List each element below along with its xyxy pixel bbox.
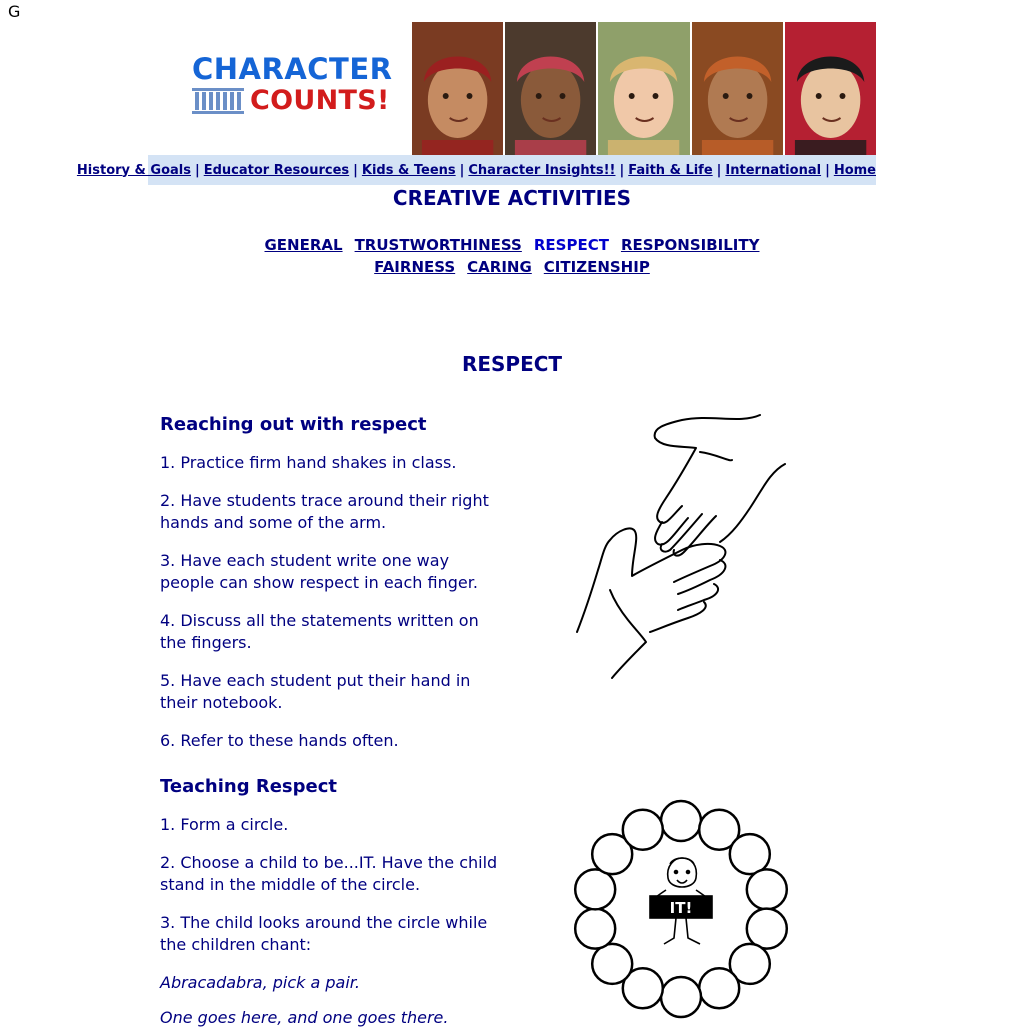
logo-line2: COUNTS! xyxy=(250,85,390,116)
handshake-hands-illustration xyxy=(570,410,792,686)
nav-link-educator-resources[interactable]: Educator Resources xyxy=(203,162,350,178)
nav-link-faith-life[interactable]: Faith & Life xyxy=(628,162,713,178)
circle-child-11 xyxy=(575,909,615,949)
activity1-step-1: 1. Practice firm hand shakes in class. xyxy=(160,453,457,472)
circle-game-illustration xyxy=(570,798,792,1020)
nav-separator: | xyxy=(716,162,722,178)
activity2-step-1: 1. Form a circle. xyxy=(160,815,289,834)
pillars-icon xyxy=(190,86,246,116)
circle-child-1 xyxy=(661,801,701,841)
corner-glyph: G xyxy=(8,2,21,21)
activity1-heading: Reaching out with respect xyxy=(160,414,427,435)
it-sign-text: IT! xyxy=(669,899,693,917)
top-navigation xyxy=(76,155,876,185)
circle-child-4 xyxy=(747,869,787,909)
activity1-step-4: 4. Discuss all the statements written on the fingers. xyxy=(160,611,479,652)
circle-child-5 xyxy=(747,909,787,949)
activity2-chant-line-1: Abracadabra, pick a pair. xyxy=(160,973,360,992)
category-link-respect[interactable]: RESPECT xyxy=(533,236,609,254)
activity-teaching-respect xyxy=(160,776,500,1029)
nav-link-home[interactable]: Home xyxy=(833,162,876,178)
activity2-chant-line-2: One goes here, and one goes there. xyxy=(160,1008,449,1027)
activity1-step-3: 3. Have each student write one way people can show respect in each finger. xyxy=(160,551,478,592)
nav-link-international[interactable]: International xyxy=(725,162,822,178)
activity2-step-2: 2. Choose a child to be...IT. Have the child stand in the middle of the circle. xyxy=(160,853,498,894)
category-link-general[interactable]: GENERAL xyxy=(264,236,343,254)
activity1-step-5: 5. Have each student put their hand in their notebook. xyxy=(160,671,471,712)
activity2-heading: Teaching Respect xyxy=(160,776,338,797)
circle-child-12 xyxy=(575,869,615,909)
nav-separator: | xyxy=(353,162,358,178)
photo-child-4 xyxy=(692,22,783,155)
category-link-fairness[interactable]: FAIRNESS xyxy=(374,258,456,276)
section-title: RESPECT xyxy=(461,352,563,376)
circle-child-8 xyxy=(661,977,701,1017)
category-link-citizenship[interactable]: CITIZENSHIP xyxy=(543,258,650,276)
activity2-step-3: 3. The child looks around the circle while the children chant: xyxy=(160,913,488,954)
character-counts-logo[interactable] xyxy=(188,52,404,118)
category-links-row1 xyxy=(0,236,1024,254)
category-link-responsibility[interactable]: RESPONSIBILITY xyxy=(620,236,760,254)
activity1-step-6: 6. Refer to these hands often. xyxy=(160,731,399,750)
nav-separator: | xyxy=(194,162,200,178)
photo-child-3 xyxy=(598,22,689,155)
photo-banner xyxy=(412,22,876,155)
activity1-step-2: 2. Have students trace around their right hands and some of the arm. xyxy=(160,491,489,532)
category-link-caring[interactable]: CARING xyxy=(467,258,532,276)
photo-child-2 xyxy=(505,22,596,155)
nav-link-history-goals[interactable]: History & Goals xyxy=(76,162,191,178)
circle-child-7 xyxy=(699,968,739,1008)
photo-child-1 xyxy=(412,22,503,155)
circle-child-14 xyxy=(623,810,663,850)
category-links-row2 xyxy=(0,258,1024,276)
logo-line1: CHARACTER xyxy=(192,52,393,86)
circle-child-3 xyxy=(730,834,770,874)
nav-link-kids-teens[interactable]: Kids & Teens xyxy=(361,162,456,178)
nav-separator: | xyxy=(459,162,465,178)
nav-separator: | xyxy=(825,162,830,178)
activity-reaching-out xyxy=(160,414,500,752)
circle-child-10 xyxy=(592,944,632,984)
nav-separator: | xyxy=(619,162,625,178)
nav-link-character-insights[interactable]: Character Insights!! xyxy=(468,162,616,178)
photo-child-5 xyxy=(785,22,876,155)
category-link-trustworthiness[interactable]: TRUSTWORTHINESS xyxy=(354,236,522,254)
page-title: CREATIVE ACTIVITIES xyxy=(392,186,632,210)
